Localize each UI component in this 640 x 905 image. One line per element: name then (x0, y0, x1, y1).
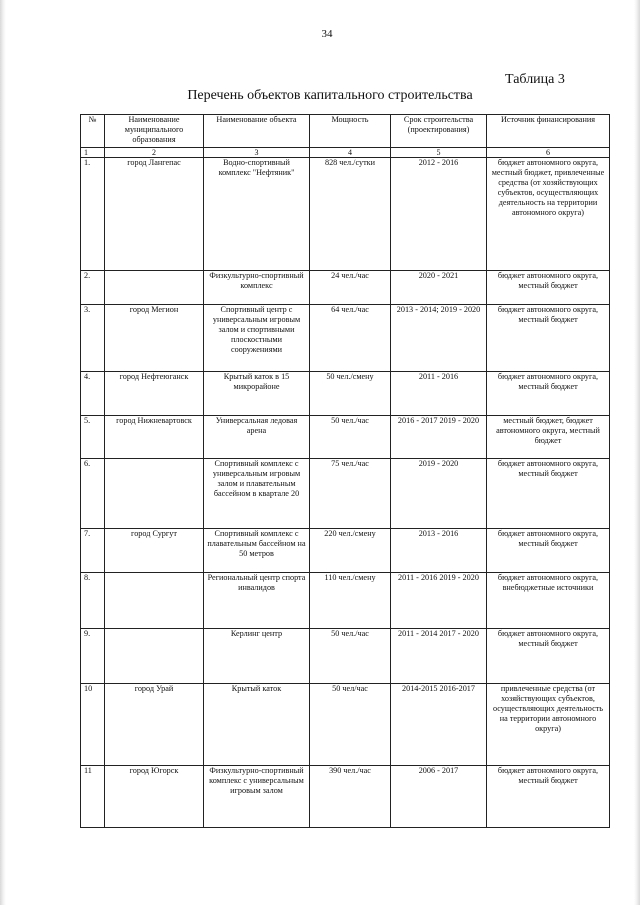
table-row (81, 629, 610, 684)
term-cell: 2006 - 2017 (391, 766, 487, 828)
table-row (81, 684, 610, 766)
capacity-cell: 110 чел./смену (310, 573, 391, 629)
column-number: 4 (310, 148, 391, 158)
header-capacity: Мощность (310, 115, 391, 148)
table-row (81, 766, 610, 828)
table-row (81, 416, 610, 459)
municipality-cell: город Лангепас (105, 158, 204, 271)
table-row (81, 459, 610, 529)
term-cell: 2011 - 2014 2017 - 2020 (391, 629, 487, 684)
object-cell: Керлинг центр (204, 629, 310, 684)
funding-cell: местный бюджет, бюджет автономного округа, местный бюджет (487, 416, 610, 459)
table-row (81, 573, 610, 629)
municipality-cell (105, 271, 204, 305)
table-row (81, 305, 610, 372)
term-cell: 2020 - 2021 (391, 271, 487, 305)
row-number: 9. (81, 629, 105, 684)
object-cell: Физкультурно-спортивный комплекс (204, 271, 310, 305)
municipality-cell (105, 629, 204, 684)
funding-cell: бюджет автономного округа, местный бюджет (487, 529, 610, 573)
municipality-cell: город Мегион (105, 305, 204, 372)
municipality-cell (105, 573, 204, 629)
table-row (81, 529, 610, 573)
table-row (81, 372, 610, 416)
municipality-cell: город Сургут (105, 529, 204, 573)
object-cell: Региональный центр спорта инвалидов (204, 573, 310, 629)
funding-cell: бюджет автономного округа, местный бюджет (487, 459, 610, 529)
header-number: № (81, 115, 105, 148)
column-number-row (81, 148, 610, 158)
document-title: Перечень объектов капитального строительства (187, 88, 473, 103)
row-number: 8. (81, 573, 105, 629)
capacity-cell: 50 чел./смену (310, 372, 391, 416)
capacity-cell: 220 чел./смену (310, 529, 391, 573)
capacity-cell: 75 чел./час (310, 459, 391, 529)
term-cell: 2016 - 2017 2019 - 2020 (391, 416, 487, 459)
capacity-cell: 828 чел./сутки (310, 158, 391, 271)
column-number: 3 (204, 148, 310, 158)
term-cell: 2011 - 2016 2019 - 2020 (391, 573, 487, 629)
funding-cell: бюджет автономного округа, местный бюджет (487, 766, 610, 828)
term-cell: 2019 - 2020 (391, 459, 487, 529)
capacity-cell: 50 чел./час (310, 629, 391, 684)
municipality-cell: город Нефтеюганск (105, 372, 204, 416)
row-number: 4. (81, 372, 105, 416)
object-cell: Физкультурно-спортивный комплекс с универсальным игровым залом (204, 766, 310, 828)
funding-cell: бюджет автономного округа, местный бюджет (487, 372, 610, 416)
capacity-cell: 390 чел./час (310, 766, 391, 828)
scan-edge-left (0, 0, 6, 905)
term-cell: 2014-2015 2016-2017 (391, 684, 487, 766)
header-object: Наименование объекта (204, 115, 310, 148)
header-funding: Источник финансирования (487, 115, 610, 148)
page-number: 34 (321, 28, 333, 40)
row-number: 1. (81, 158, 105, 271)
row-number: 5. (81, 416, 105, 459)
table-row (81, 271, 610, 305)
table-label: Таблица 3 (505, 72, 565, 87)
object-cell: Водно-спортивный комплекс "Нефтяник" (204, 158, 310, 271)
object-cell: Крытый каток в 15 микрорайоне (204, 372, 310, 416)
funding-cell: бюджет автономного округа, местный бюджет (487, 271, 610, 305)
capacity-cell: 50 чел/час (310, 684, 391, 766)
object-cell: Универсальная ледовая арена (204, 416, 310, 459)
row-number: 2. (81, 271, 105, 305)
table-header-row (81, 115, 610, 148)
term-cell: 2013 - 2016 (391, 529, 487, 573)
object-cell: Спортивный комплекс с универсальным игровым залом и плавательным бассейном в квартале 20 (204, 459, 310, 529)
header-term: Срок строительства (проектирования) (391, 115, 487, 148)
row-number: 6. (81, 459, 105, 529)
table-row (81, 158, 610, 271)
header-municipality: Наименование муниципального образования (105, 115, 204, 148)
funding-cell: бюджет автономного округа, внебюджетные источники (487, 573, 610, 629)
funding-cell: бюджет автономного округа, местный бюджет (487, 305, 610, 372)
object-cell: Крытый каток (204, 684, 310, 766)
municipality-cell: город Югорск (105, 766, 204, 828)
column-number: 2 (105, 148, 204, 158)
capacity-cell: 50 чел./час (310, 416, 391, 459)
column-number: 5 (391, 148, 487, 158)
scan-edge-right (634, 0, 640, 905)
object-cell: Спортивный центр с универсальным игровым залом и спортивными плоскостными сооружениями (204, 305, 310, 372)
capacity-cell: 64 чел./час (310, 305, 391, 372)
column-number: 6 (487, 148, 610, 158)
funding-cell: бюджет автономного округа, местный бюджет, привлеченные средства (от хозяйствующих субъектов, осуществляющих деятельность на территории автономного округа) (487, 158, 610, 271)
row-number: 10 (81, 684, 105, 766)
object-cell: Спортивный комплекс с плавательным бассейном на 50 метров (204, 529, 310, 573)
funding-cell: бюджет автономного округа, местный бюджет (487, 629, 610, 684)
municipality-cell: город Урай (105, 684, 204, 766)
term-cell: 2012 - 2016 (391, 158, 487, 271)
municipality-cell (105, 459, 204, 529)
funding-cell: привлеченные средства (от хозяйствующих субъектов, осуществляющих деятельность на территории автономного округа) (487, 684, 610, 766)
term-cell: 2013 - 2014; 2019 - 2020 (391, 305, 487, 372)
capital-construction-table (80, 114, 610, 828)
row-number: 3. (81, 305, 105, 372)
capacity-cell: 24 чел./час (310, 271, 391, 305)
row-number: 7. (81, 529, 105, 573)
row-number: 11 (81, 766, 105, 828)
term-cell: 2011 - 2016 (391, 372, 487, 416)
municipality-cell: город Нижневартовск (105, 416, 204, 459)
column-number: 1 (81, 148, 105, 158)
